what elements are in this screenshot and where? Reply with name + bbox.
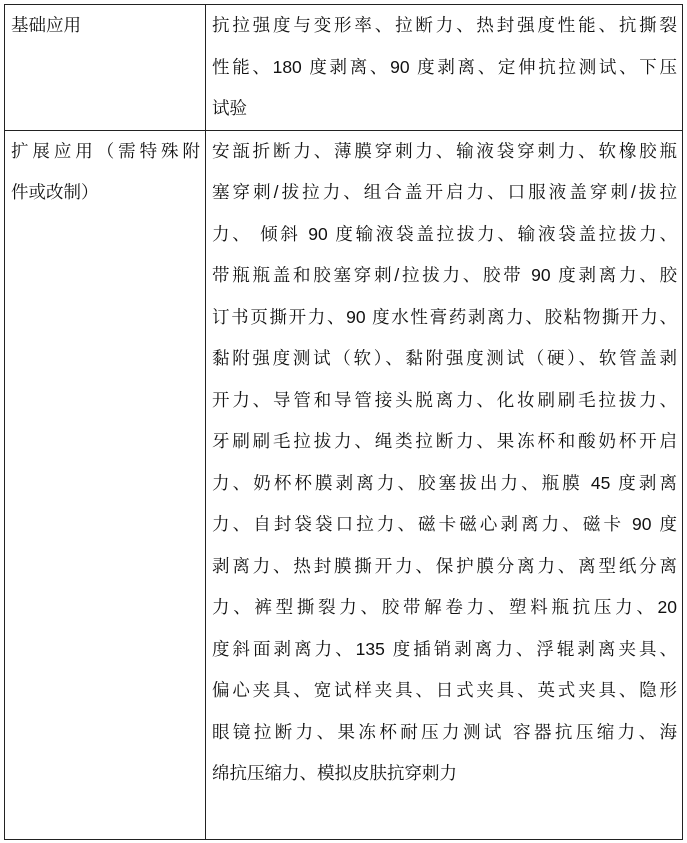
row-content-text: 试验 <box>212 98 247 118</box>
row-label-cell <box>5 130 206 839</box>
row-content-text: 安瓿折断力、薄膜穿刺力、输液袋穿刺力、软橡胶瓶 <box>212 140 677 161</box>
row-content-text: 力、 倾斜 90 度输液袋盖拉拔力、输液袋盖拉拔力、 <box>212 223 677 244</box>
row-content-text: 牙刷刷毛拉拔力、绳类拉断力、果冻杯和酸奶杯开启 <box>212 431 677 451</box>
row-content-text: 度斜面剥离力、135 度插销剥离力、浮辊剥离夹具、 <box>212 638 677 659</box>
row-content-text: 性能、180 度剥离、90 度剥离、定伸抗拉测试、下压 <box>212 56 677 77</box>
row-label-text: 基础应用 <box>11 15 81 35</box>
row-content-text: 抗拉强度与变形率、拉断力、热封强度性能、抗撕裂 <box>212 15 677 35</box>
row-content-text: 塞穿刺/拔拉力、组合盖开启力、口服液盖穿刺/拔拉 <box>212 182 677 202</box>
row-content-text: 眼镜拉断力、果冻杯耐压力测试 容器抗压缩力、海 <box>212 721 677 742</box>
row-content-text: 开力、导管和导管接头脱离力、化妆刷刷毛拉拔力、 <box>212 389 677 410</box>
row-label-text: 件或改制） <box>11 182 99 202</box>
row-content-text: 力、自封袋袋口拉力、磁卡磁心剥离力、磁卡 90 度 <box>212 514 677 534</box>
row-content-text: 偏心夹具、宽试样夹具、日式夹具、英式夹具、隐形 <box>212 680 677 700</box>
row-label-text: 扩展应用（需特殊附 <box>11 140 200 161</box>
row-content-cell <box>206 130 683 839</box>
row-content-text: 剥离力、热封膜撕开力、保护膜分离力、离型纸分离 <box>212 555 677 576</box>
row-content-text: 力、奶杯杯膜剥离力、胶塞拔出力、瓶膜 45 度剥离 <box>212 472 677 493</box>
row-content-text: 绵抗压缩力、模拟皮肤抗穿刺力 <box>212 763 457 783</box>
row-content-text: 带瓶瓶盖和胶塞穿刺/拉拔力、胶带 90 度剥离力、胶 <box>212 265 677 285</box>
row-content-text: 力、裤型撕裂力、胶带解卷力、塑料瓶抗压力、20 <box>212 597 677 617</box>
application-table <box>4 4 683 840</box>
row-content-text: 黏附强度测试（软）、黏附强度测试（硬）、软管盖剥 <box>212 348 677 368</box>
row-content-cell <box>206 5 683 131</box>
table-row-basic <box>5 5 683 131</box>
row-label-cell <box>5 5 206 131</box>
table-row-extended <box>5 130 683 839</box>
row-content-text: 订书页撕开力、90 度水性膏药剥离力、胶粘物撕开力、 <box>212 306 677 327</box>
